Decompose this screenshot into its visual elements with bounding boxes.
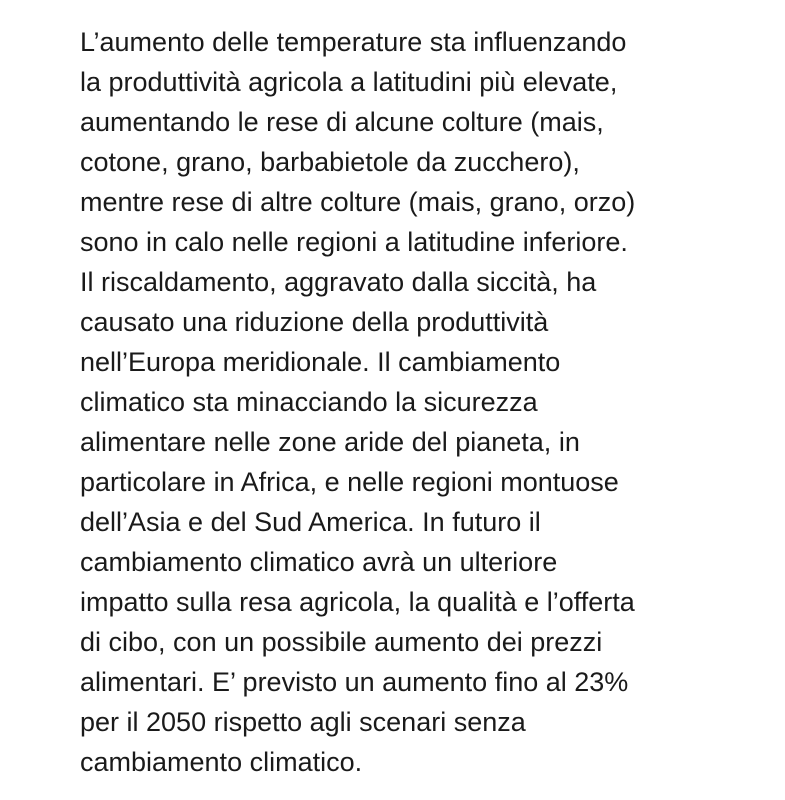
paragraph-line: per il 2050 rispetto agli scenari senza <box>80 707 526 737</box>
paragraph-line: cambiamento climatico. <box>80 747 363 777</box>
paragraph-line: aumentando le rese di alcune colture (mais, <box>80 107 604 137</box>
paragraph-line: particolare in Africa, e nelle regioni montuose <box>80 467 619 497</box>
paragraph-line: causato una riduzione della produttività <box>80 307 549 337</box>
paragraph-line: climatico sta minacciando la sicurezza <box>80 387 538 417</box>
paragraph-line: Il riscaldamento, aggravato dalla siccità, ha <box>80 267 597 297</box>
paragraph-line: nell’Europa meridionale. Il cambiamento <box>80 347 561 377</box>
paragraph-line: alimentari. E’ previsto un aumento fino al 23% <box>80 667 629 697</box>
paragraph-line: dell’Asia e del Sud America. In futuro il <box>80 507 541 537</box>
paragraph-line: sono in calo nelle regioni a latitudine inferiore. <box>80 227 628 257</box>
article-paragraph <box>80 22 770 782</box>
paragraph-line: mentre rese di altre colture (mais, grano, orzo) <box>80 187 636 217</box>
paragraph-line: alimentare nelle zone aride del pianeta, in <box>80 427 580 457</box>
paragraph-line: cotone, grano, barbabietole da zucchero), <box>80 147 580 177</box>
paragraph-line: la produttività agricola a latitudini più elevate, <box>80 67 618 97</box>
paragraph-line: L’aumento delle temperature sta influenzando <box>80 27 627 57</box>
paragraph-line: cambiamento climatico avrà un ulteriore <box>80 547 558 577</box>
paragraph-line: di cibo, con un possibile aumento dei prezzi <box>80 627 603 657</box>
paragraph-line: impatto sulla resa agricola, la qualità e l’offerta <box>80 587 635 617</box>
